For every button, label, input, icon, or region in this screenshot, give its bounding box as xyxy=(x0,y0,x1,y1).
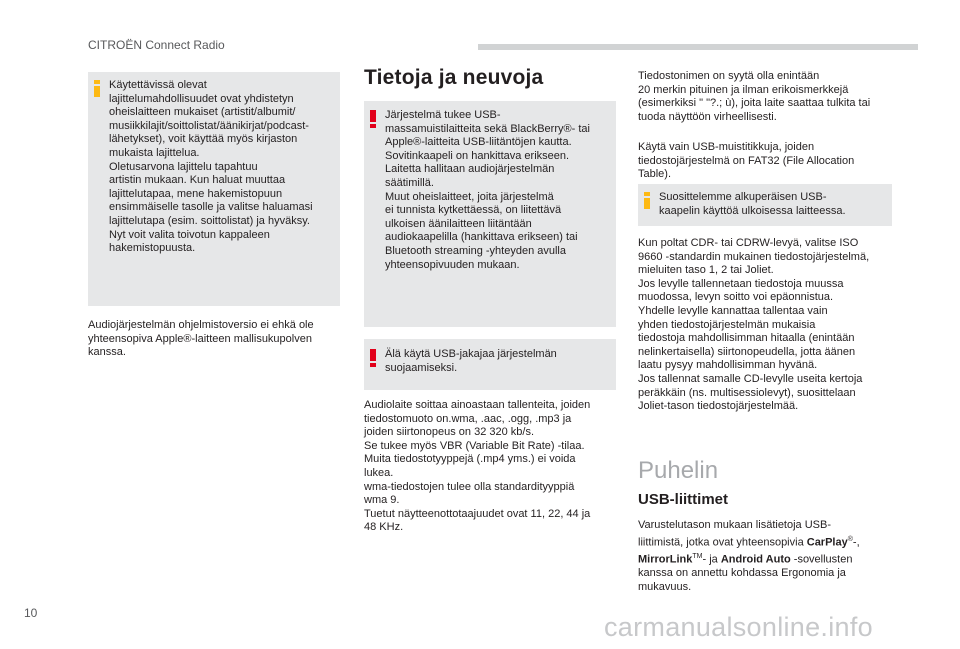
android-auto-label: Android Auto xyxy=(720,553,791,566)
subheading: USB-liittimet xyxy=(638,491,728,508)
warning-box-text: Älä käytä USB-jakajaa järjestelmän suojaamiseksi. xyxy=(385,348,557,374)
running-header: CITROËN Connect Radio xyxy=(88,38,225,52)
watermark-text: carmanualsonline.info xyxy=(604,612,873,642)
info-mark-icon xyxy=(94,80,100,97)
right-paragraph-1 xyxy=(638,70,900,124)
usb-text-line xyxy=(638,533,900,550)
usb-text-line: mukavuus. xyxy=(638,580,692,593)
formats-text: Audiolaite soittaa ainoastaan tallenteita, joiden tiedostomuoto on.wma, .aac, .ogg, .mp3 ja joiden siirtonopeus on 32 320 kb/s. Se tukee myös VBR (Variable Bit Rate) -tilaa. Muita tiedostotyyppejä (.mp4 yms.) ei voida lukea. wma-tiedostojen tulee olla standardityyppiä wma 9. Tuetut näytteenottotaajuudet ovat 11, 22, 44 ja 48 KHz. xyxy=(364,399,591,534)
left-paragraph xyxy=(88,319,343,360)
usb-text-line xyxy=(638,550,900,567)
filename-text: Tiedostonimen on syytä olla enintään 20 merkin pituinen ja ilman erikoismerkkejä (esimerkiksi " "?.; ù), joita laite saattaa tulkita tai tuoda näyttöön virheellisesti. xyxy=(638,70,871,123)
middle-paragraph xyxy=(364,399,619,535)
info-box-text: Käytettävissä olevat lajittelumahdollisuudet ovat yhdistetyn oheislaitteen mukaiset (artistit/albumit/ musiikkilajit/soittolistat/äänikirjat/podcast- lähetykset), voit käyttää myös kirjaston mukaista lajittelua. Oletusarvona lajittelu tapahtuu artistin mukaan. Kun haluat muuttaa lajittelutapaa, mene hakemistopuun ensimmäiselle tasolle ja valitse haluamasi lajittelutapa (esim. soittolistat) ja hyväksy. Nyt voit valita toivotun kappaleen hakemistopuusta. xyxy=(109,79,313,255)
usb-text-line: Varustelutason mukaan lisätietoja USB- xyxy=(638,519,832,531)
usb-text-fragment: -sovellusten xyxy=(790,553,853,566)
right-paragraph-3 xyxy=(638,237,900,414)
chapter-heading: Puhelin xyxy=(638,457,719,484)
info-box-cable xyxy=(638,184,892,226)
info-mark-icon xyxy=(644,192,650,209)
exclamation-mark-icon xyxy=(370,110,376,128)
section-heading: Tietoja ja neuvoja xyxy=(364,66,544,89)
warning-box-usb xyxy=(364,101,616,327)
usb-text-fragment: liittimistä, jotka ovat yhteensopivia xyxy=(638,536,807,549)
cd-burning-text: Kun poltat CDR- tai CDRW-levyä, valitse ISO 9660 -standardin mukainen tiedostojärjestelmä, mieluiten taso 1, 2 tai Joliet. Jos levylle tallennetaan tiedostoja muussa muodossa, levyn soitto voi epäonnistua. Yhdelle levylle kannattaa tallentaa vain yhden tiedostojärjestelmän mukaisia tiedostoja mahdollisimman hitaalla (enintään nelinkertaisella) siirtonopeudella, jotta äänen laatu pysyy mahdollisimman hyvänä. Jos tallennat samalle CD-levylle useita kertoja peräkkäin (ns. multisessiolevyt), suosittelaan Joliet-tason tiedostojärjestelmää. xyxy=(638,237,870,413)
page-number: 10 xyxy=(24,606,38,620)
info-box-text: Suosittelemme alkuperäisen USB- kaapelin käyttöä ulkoisessa laitteessa. xyxy=(659,191,846,217)
right-paragraph-2 xyxy=(638,141,900,182)
warning-box-text: Järjestelmä tukee USB- massamuistilaitteita sekä BlackBerry®- tai Apple®-laitteita USB-liitäntöjen kautta. Sovitinkaapeli on hankittava erikseen. Laitetta hallitaan audiojärjestelmän säätimillä. Muut oheislaitteet, joita järjestelmä ei tunnista kytkettäessä, on liitettävä ulkoisen äänilaitteen liitäntään audiokaapelilla (hankittava erikseen) tai Bluetooth streaming -yhteyden avulla yhteensopivuuden mukaan. xyxy=(385,109,590,271)
usb-text-line: kanssa on annettu kohdassa Ergonomia ja xyxy=(638,567,846,580)
apple-compat-text: Audiojärjestelmän ohjelmistoversio ei ehkä ole yhteensopiva Apple®-laitteen mallisukupolven kanssa. xyxy=(88,319,314,359)
registered-mark: ® xyxy=(847,535,853,543)
carplay-label: CarPlay xyxy=(806,536,848,549)
exclamation-mark-icon xyxy=(370,349,376,367)
trademark-mark: TM xyxy=(692,552,703,560)
usb-text-fragment: - ja xyxy=(702,553,721,566)
fat32-text: Käytä vain USB-muistitikkuja, joiden tiedostojärjestelmä on FAT32 (File Allocation Table). xyxy=(638,141,855,181)
warning-box-hub xyxy=(364,339,616,390)
info-box-sorting xyxy=(88,72,340,306)
right-paragraph-final xyxy=(638,519,900,594)
mirrorlink-label: MirrorLink xyxy=(638,553,693,566)
header-bar xyxy=(478,44,918,50)
usb-text-fragment: -, xyxy=(852,536,860,549)
